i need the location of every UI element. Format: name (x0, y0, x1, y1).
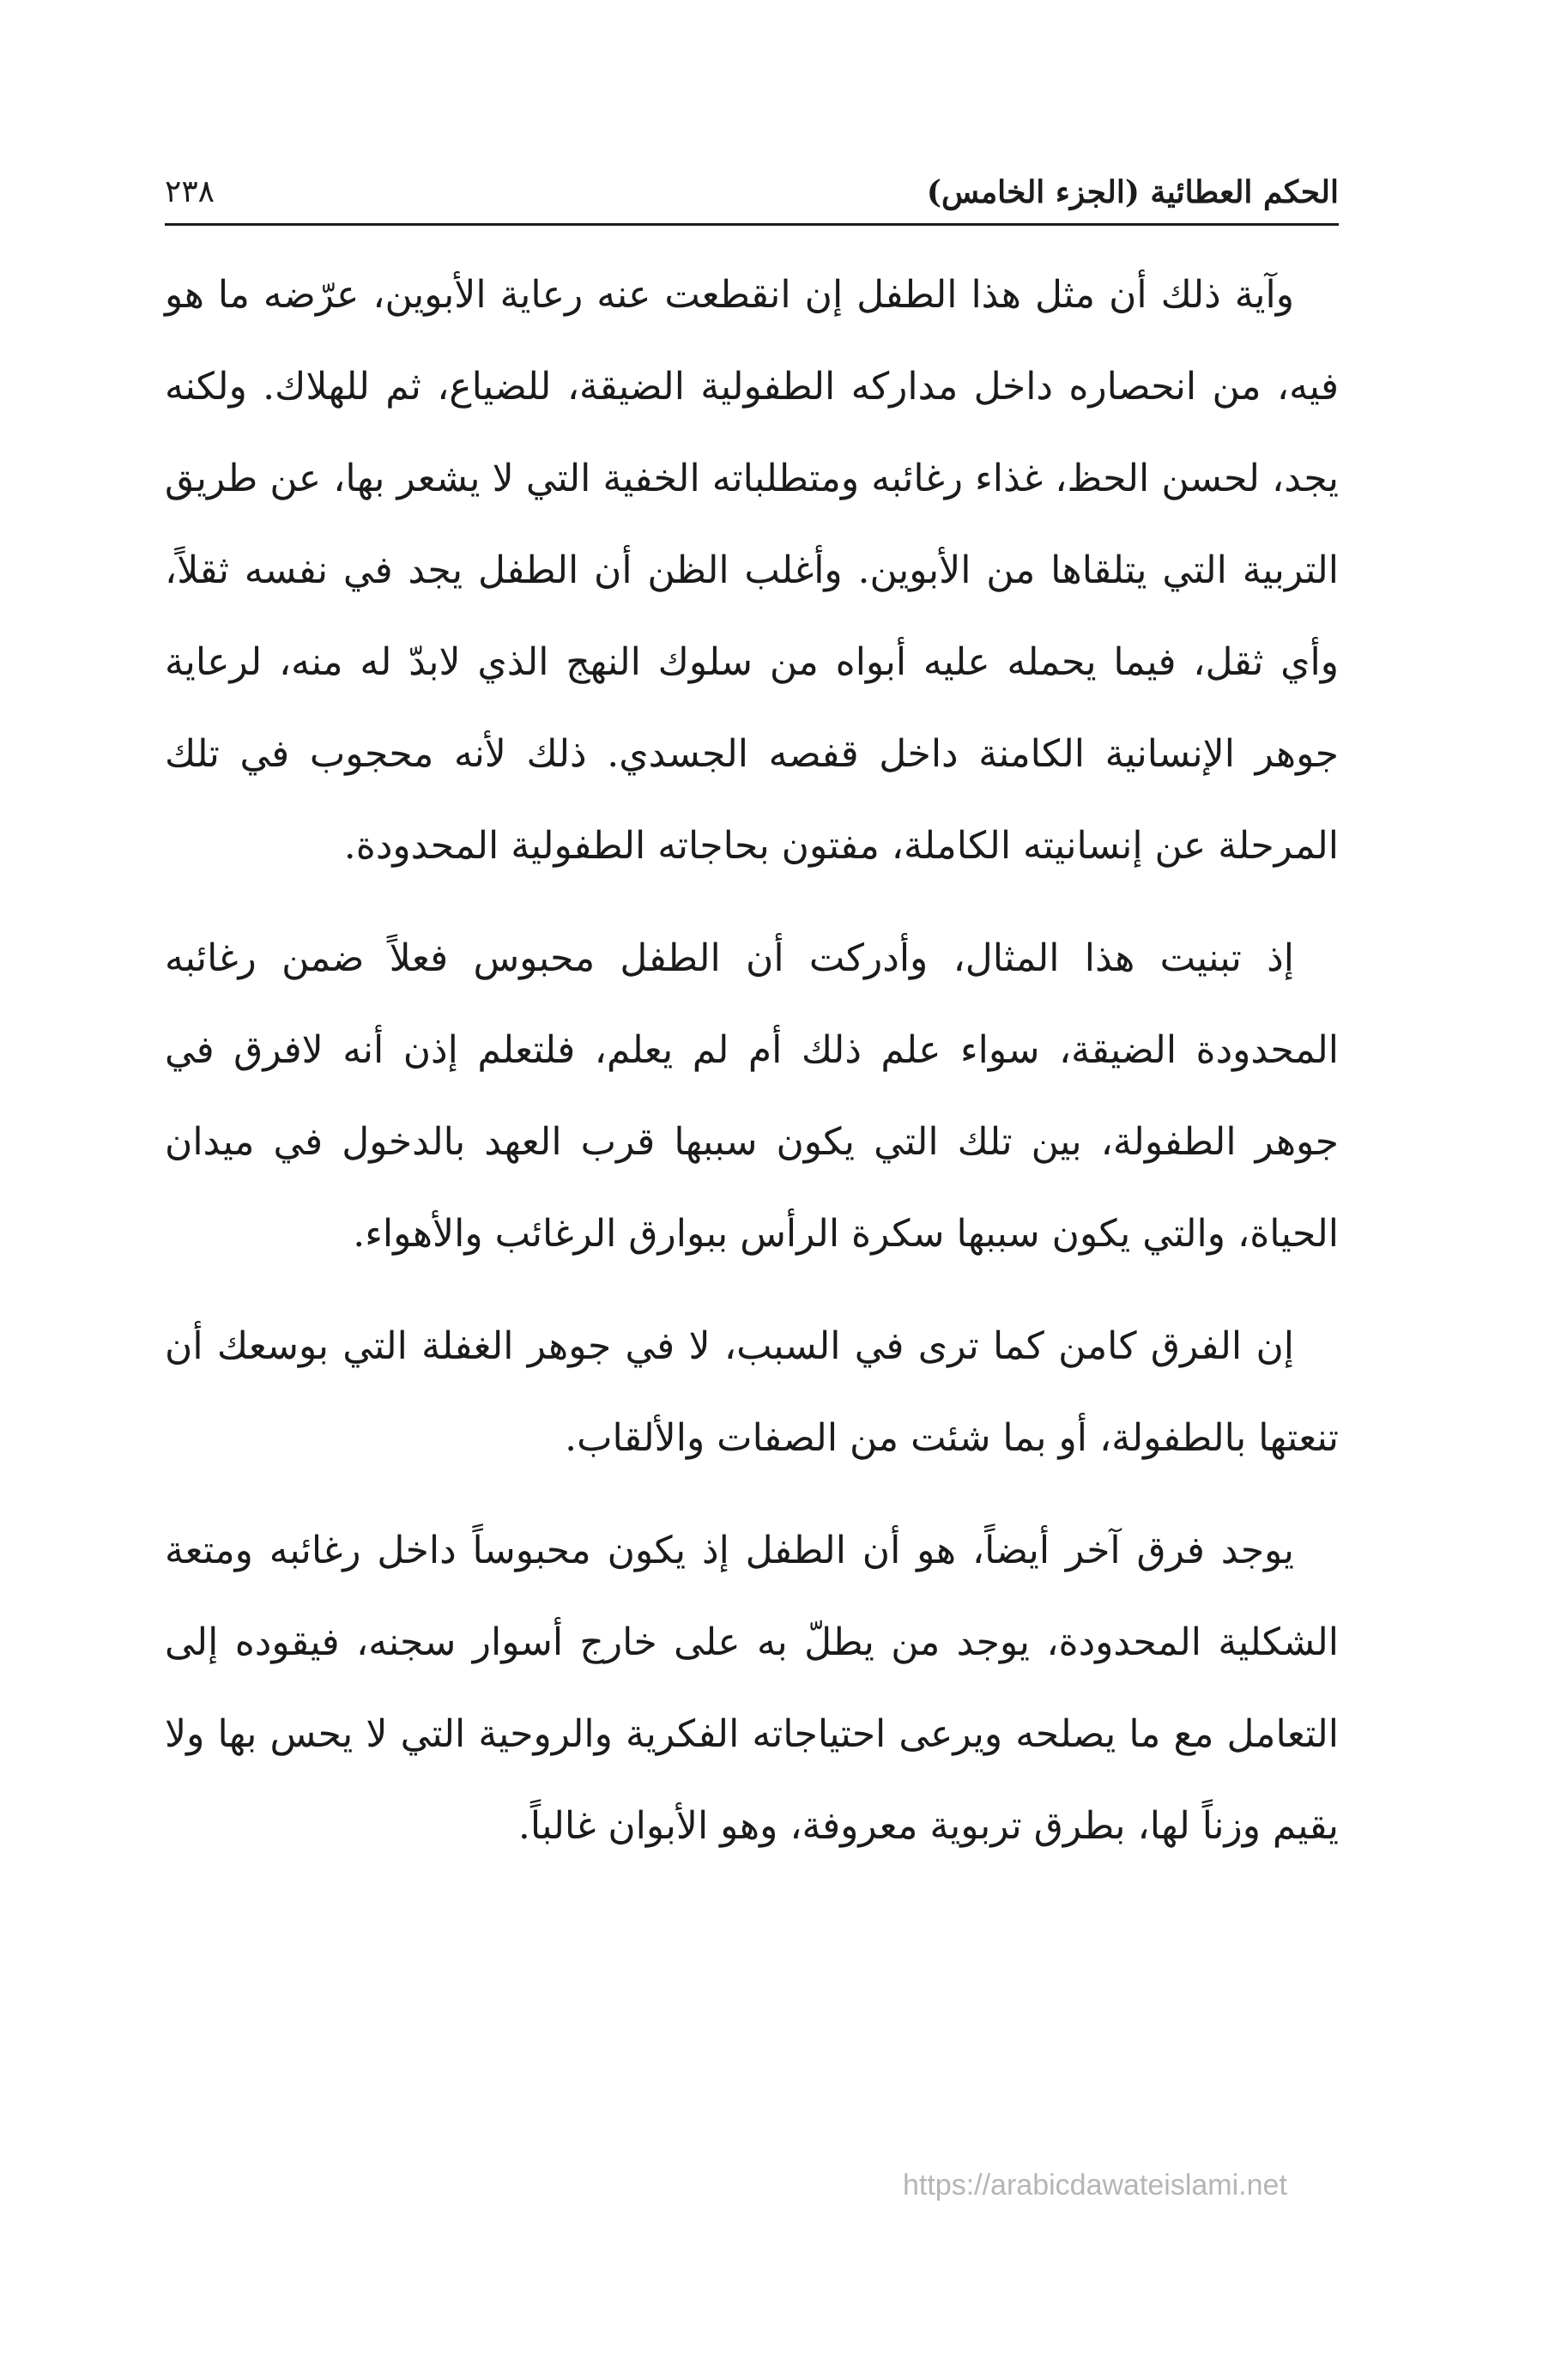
running-title: الحكم العطائية (الجزء الخامس) (926, 174, 1339, 210)
paragraph: وآية ذلك أن مثل هذا الطفل إن انقطعت عنه رعاية الأبوين، عرّضه ما هو فيه، من انحصاره داخل مداركه الطفولية الضيقة، للضياع، ثم للهلاك. ولكنه يجد، لحسن الحظ، غذاء رغائبه ومتطلباته الخفية التي لا يشعر بها، عن طريق التربية التي يتلقاها من الأبوين. وأغلب الظن أن الطفل يجد في نفسه ثقلاً، وأي ثقل، فيما يحمله عليه أبواه من سلوك النهج الذي لابدّ له منه، لرعاية جوهر الإنسانية الكامنة داخل قفصه الجسدي. ذلك لأنه محجوب في تلك المرحلة عن إنسانيته الكاملة، مفتون بحاجاته الطفولية المحدودة. (165, 273, 1340, 868)
page-header (165, 161, 1339, 223)
paragraph: إن الفرق كامن كما ترى في السبب، لا في جوهر الغفلة التي بوسعك أن تنعتها بالطفولة، أو بما شئت من الصفات والألقاب. (165, 1324, 1339, 1460)
page-number: ٢٣٨ (165, 174, 215, 209)
page-body (165, 249, 1339, 1892)
header-rule (165, 223, 1339, 226)
watermark-url: https://arabicdawateislami.net (903, 2169, 1287, 2201)
paragraph: إذ تبنيت هذا المثال، وأدركت أن الطفل محبوس فعلاً ضمن رغائبه المحدودة الضيقة، سواء علم ذلك أم لم يعلم، فلتعلم إذن أنه لافرق في جوهر الطفولة، بين تلك التي يكون سببها قرب العهد بالدخول في ميدان الحياة، والتي يكون سببها سكرة الرأس ببوارق الرغائب والأهواء. (165, 936, 1339, 1256)
paragraph: يوجد فرق آخر أيضاً، هو أن الطفل إذ يكون محبوساً داخل رغائبه ومتعة الشكلية المحدودة، يوجد من يطلّ به على خارج أسوار سجنه، فيقوده إلى التعامل مع ما يصلحه ويرعى احتياجاته الفكرية والروحية التي لا يحس بها ولا يقيم وزناً لها، بطرق تربوية معروفة، وهو الأبوان غالباً. (165, 1529, 1339, 1848)
